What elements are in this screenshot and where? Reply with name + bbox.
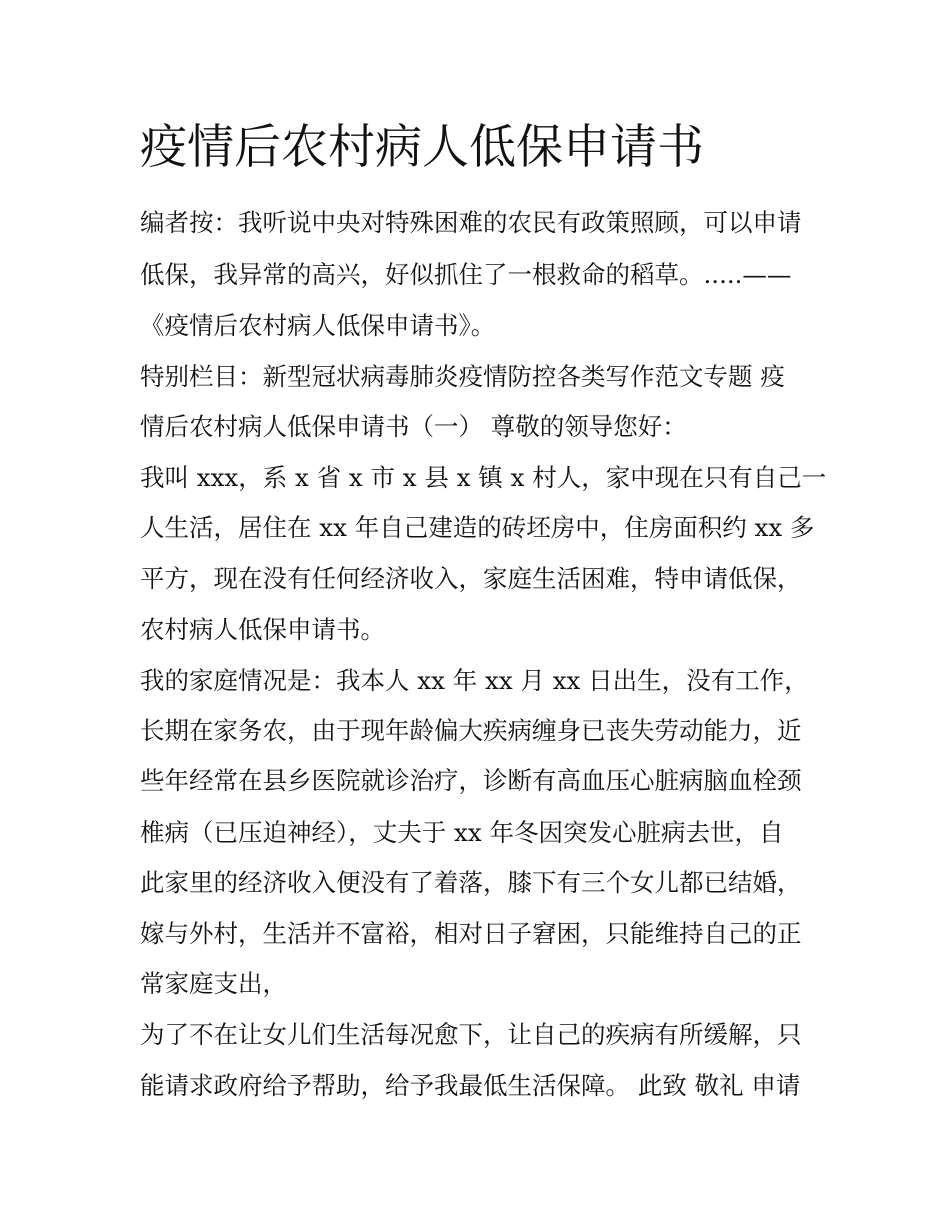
- body-line: 此家里的经济收入便没有了着落，膝下有三个女儿都已结婚，: [140, 868, 802, 897]
- body-line: 长期在家务农，由于现年龄偏大疾病缠身已丧失劳动能力，近: [140, 716, 802, 745]
- body-line: 农村病人低保申请书。: [140, 615, 385, 644]
- body-line: 特别栏目：新型冠状病毒肺炎疫情防控各类写作范文专题 疫: [140, 362, 785, 391]
- body-line: 低保，我异常的高兴，好似抓住了一根救命的稻草。.....——: [140, 260, 792, 289]
- body-line: 我的家庭情况是：我本人 xx 年 xx 月 xx 日出生，没有工作，: [140, 666, 809, 695]
- body-line: 嫁与外村，生活并不富裕，相对日子窘困，只能维持自己的正: [140, 919, 802, 948]
- body-line: 我叫 xxx，系 x 省 x 市 x 县 x 镇 x 村人，家中现在只有自己一: [140, 463, 827, 492]
- body-line: 椎病（已压迫神经），丈夫于 xx 年冬因突发心脏病去世，自: [140, 818, 784, 847]
- document-title: 疫情后农村病人低保申请书: [140, 120, 704, 175]
- body-line: 能请求政府给予帮助，给予我最低生活保障。 此致 敬礼 申请: [140, 1071, 801, 1100]
- body-line: 为了不在让女儿们生活每况愈下，让自己的疾病有所缓解，只: [140, 1020, 802, 1049]
- body-line: 编者按：我听说中央对特殊困难的农民有政策照顾，可以申请: [140, 208, 802, 237]
- body-line: 些年经常在县乡医院就诊治疗，诊断有高血压心脏病脑血栓颈: [140, 766, 802, 795]
- body-line: 常家庭支出，: [140, 969, 287, 998]
- body-line: 平方，现在没有任何经济收入，家庭生活困难，特申请低保，: [140, 564, 802, 593]
- body-line: 人生活，居住在 xx 年自己建造的砖坯房中，住房面积约 xx 多: [140, 513, 815, 542]
- body-line: 《疫情后农村病人低保申请书》。: [140, 311, 496, 340]
- body-line: 情后农村病人低保申请书（一） 尊敬的领导您好：: [140, 412, 687, 441]
